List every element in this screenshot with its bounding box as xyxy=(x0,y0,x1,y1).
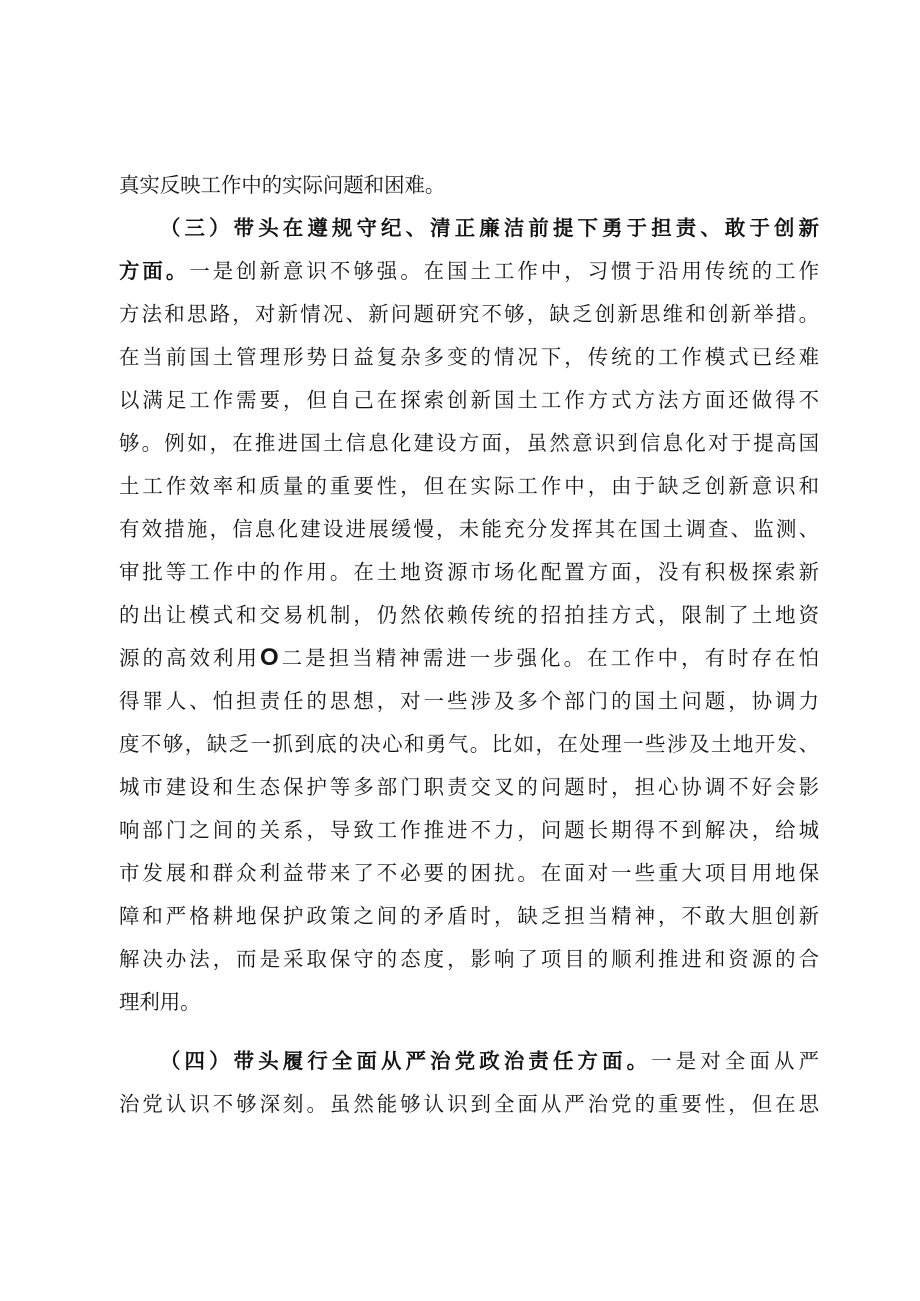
paragraph-line xyxy=(119,337,819,377)
text-run: 够。例如，在推进国土信息化建设方面，虽然意识到信息化对于提高国 xyxy=(119,431,819,455)
paragraph-line xyxy=(119,681,819,721)
text-run: 障和严格耕地保护政策之间的矛盾时，缺乏担当精神，不敢大胆创新 xyxy=(119,904,819,928)
text-run: 一是对全面从严 xyxy=(651,1049,820,1073)
text-run: 以满足工作需要，但自己在探索创新国土工作方式方法方面还做得不 xyxy=(119,388,819,412)
heading-text: （四）带头履行全面从严治党政治责任方面。 xyxy=(160,1049,652,1073)
text-run: 的出让模式和交易机制，仍然依赖传统的招拍挂方式，限制了土地资 xyxy=(119,603,819,627)
text-run: 治党认识不够深刻。虽然能够认识到全面从严治党的重要性，但在思 xyxy=(119,1092,819,1116)
paragraph-line xyxy=(119,724,819,764)
text-run: 审批等工作中的作用。在土地资源市场化配置方面，没有积极探索新 xyxy=(119,560,819,584)
heading-text-continued: 方面。 xyxy=(119,259,190,283)
heading-text: （三）带头在遵规守纪、清正廉洁前提下勇于担责、敢于创新 xyxy=(160,216,819,240)
paragraph-line xyxy=(119,380,819,420)
text-run: 度不够，缺乏一抓到底的决心和勇气。比如，在处理一些涉及土地开发、 xyxy=(119,732,819,756)
paragraph-line xyxy=(119,853,819,893)
paragraph-line xyxy=(119,939,819,979)
paragraph-line xyxy=(119,251,819,291)
text-run: 城市建设和生态保护等多部门职责交叉的问题时，担心协调不好会影 xyxy=(119,775,819,799)
text-run: 土工作效率和质量的重要性，但在实际工作中，由于缺乏创新意识和 xyxy=(119,474,819,498)
text-run: 在当前国土管理形势日益复杂多变的情况下，传统的工作模式已经难 xyxy=(119,345,819,369)
text-run: 响部门之间的关系，导致工作推进不力，问题长期得不到解决，给城 xyxy=(119,818,819,842)
paragraph-line xyxy=(119,595,819,635)
paragraph-line xyxy=(119,423,819,463)
text-run: 市发展和群众利益带来了不必要的困扰。在面对一些重大项目用地保 xyxy=(119,861,819,885)
text-run: 一是创新意识不够强。在国土工作中，习惯于沿用传统的工作 xyxy=(189,259,820,283)
paragraph-line xyxy=(119,294,819,334)
paragraph-line xyxy=(119,767,819,807)
paragraph-line xyxy=(119,810,819,850)
text-run: 得罪人、怕担责任的思想，对一些涉及多个部门的国土问题，协调力 xyxy=(119,689,819,713)
paragraph-line xyxy=(119,1084,819,1124)
paragraph-line xyxy=(119,509,819,549)
stray-glyph: O xyxy=(259,644,279,671)
paragraph-line xyxy=(119,466,819,506)
text-run: 方法和思路，对新情况、新问题研究不够，缺乏创新思维和创新举措。 xyxy=(119,302,819,326)
paragraph-line xyxy=(119,982,819,1022)
section-heading-3 xyxy=(160,208,819,248)
text-run: 有效措施，信息化建设进展缓慢，未能充分发挥其在国土调查、监测、 xyxy=(119,517,819,541)
text-run: 二是担当精神需进一步强化。在工作中，有时存在怕 xyxy=(278,646,820,670)
paragraph-line xyxy=(119,896,819,936)
text-run: 理利用。 xyxy=(119,990,201,1014)
section-heading-4 xyxy=(160,1041,819,1081)
text-run: 真实反映工作中的实际问题和困难。 xyxy=(119,173,446,197)
paragraph-line xyxy=(119,638,819,678)
text-run: 源的高效利用 xyxy=(119,646,260,670)
text-run: 解决办法，而是采取保守的态度，影响了项目的顺利推进和资源的合 xyxy=(119,947,819,971)
paragraph-line xyxy=(119,552,819,592)
paragraph-line xyxy=(119,165,819,205)
